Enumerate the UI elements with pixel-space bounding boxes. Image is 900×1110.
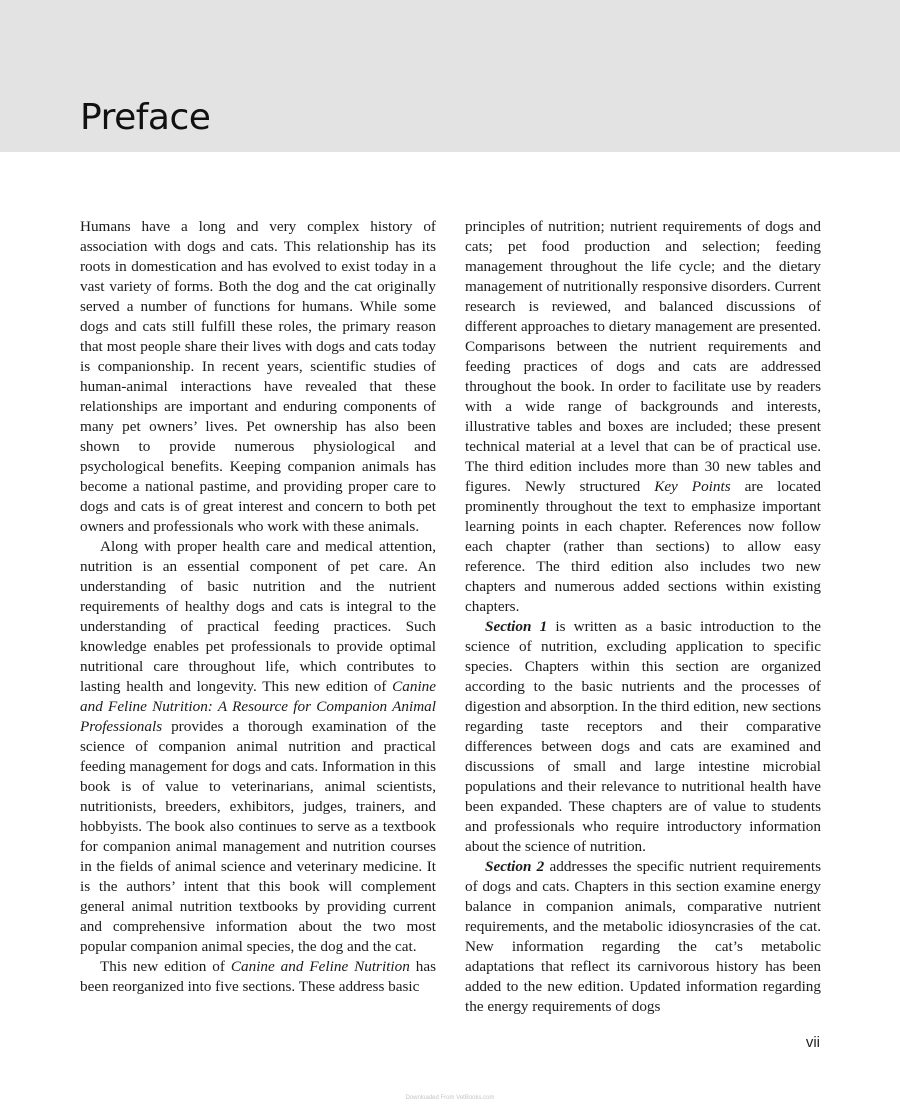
paragraph-text: This new edition of [100,958,231,975]
right-column [465,217,821,1017]
paragraph-text: addresses the specific nutrient requirements of dogs and cats. Chapters in this section examine energy balance in companion animals, comparative nutrient requirements, and the metabolic idiosyncrasies of the cat. New information regarding the cat’s metabolic adaptations that reflect its carnivorous history has been added to the new edition. Updated information regarding the energy requirements of dogs [465,858,821,1015]
section-2-label: Section 2 [485,858,545,875]
paragraph-nutrition [80,537,436,957]
section-1-label: Section 1 [485,618,548,635]
paragraph-section-1 [465,617,821,857]
paragraph-intro: Humans have a long and very complex history of association with dogs and cats. This relationship has its roots in domestication and has evolved to exist today in a vast variety of forms. Both the dog and the cat originally served a number of functions for humans. While some dogs and cats still fulfill these roles, the primary reason that most people share their lives with dogs and cats today is companionship. In recent years, scientific studies of human-animal interactions have revealed that these relationships are important and enduring components of many pet owners’ lives. Pet ownership has also been shown to provide numerous physiological and psychological benefits. Keeping companion animals has become a national pastime, and providing proper care to dogs and cats is of great interest and concern to both pet owners and professionals who work with these animals. [80,218,436,535]
paragraph-principles [465,217,821,617]
paragraph-text: Along with proper health care and medical attention, nutrition is an essential component of pet care. An understanding of basic nutrition and the nutrient requirements of healthy dogs and cats is integral to the understanding of practical feeding practices. Such knowledge enables pet professionals to provide optimal nutritional care throughout life, which contributes to lasting health and longevity. This new edition of [80,538,436,695]
paragraph-text: are located prominently throughout the text to emphasize important learning points in each chapter. References now follow each chapter (rather than sections) to allow easy reference. The third edition also includes two new chapters and numerous added sections within existing chapters. [465,478,821,615]
book-title-short: Canine and Feline Nutrition [230,958,410,975]
paragraph-section-2 [465,857,821,1017]
key-points-term: Key Points [654,478,731,495]
book-title: Canine and Feline Nutrition: A Resource for Companion Animal Professionals [80,678,436,735]
paragraph-edition [80,957,436,997]
paragraph-text: principles of nutrition; nutrient requirements of dogs and cats; pet food production and selection; feeding management throughout the life cycle; and the dietary management of nutritionally responsive disorders. Current research is reviewed, and balanced discussions of different approaches to dietary management are presented. Comparisons between the nutrient requirements and feeding practices of dogs and cats are addressed throughout the book. In order to facilitate use by readers with a wide range of backgrounds and interests, illustrative tables and boxes are included; these present technical material at a level that can be of practical use. The third edition includes more than 30 new tables and figures. Newly structured [465,218,821,495]
left-column [80,217,436,997]
watermark: Downloaded From VetBooks.com [405,1095,495,1101]
header-band [0,0,900,152]
paragraph-text: has been reorganized into five sections. These address basic [80,958,437,995]
paragraph-text: provides a thorough examination of the science of companion animal nutrition and practical feeding management for dogs and cats. Information in this book is of value to veterinarians, animal scientists, nutritionists, breeders, exhibitors, judges, trainers, and hobbyists. The book also continues to serve as a textbook for companion animal management and nutrition courses in the fields of animal science and veterinary medicine. It is the authors’ intent that this book will complement general animal nutrition textbooks by providing current and comprehensive information about the two most popular companion animal species, the dog and the cat. [80,718,436,955]
page-number: vii [805,1034,820,1051]
paragraph-text: is written as a basic introduction to the science of nutrition, excluding application to specific species. Chapters within this section are organized according to the basic nutrients and the processes of digestion and absorption. In the third edition, new sections regarding taste receptors and their comparative differences between dogs and cats are examined and discussions of small and large intestine microbial populations and their relevance to nutritional health have been expanded. These chapters are of value to students and professionals who require introductory information about the science of nutrition. [465,618,822,855]
page-title: Preface [80,97,211,138]
